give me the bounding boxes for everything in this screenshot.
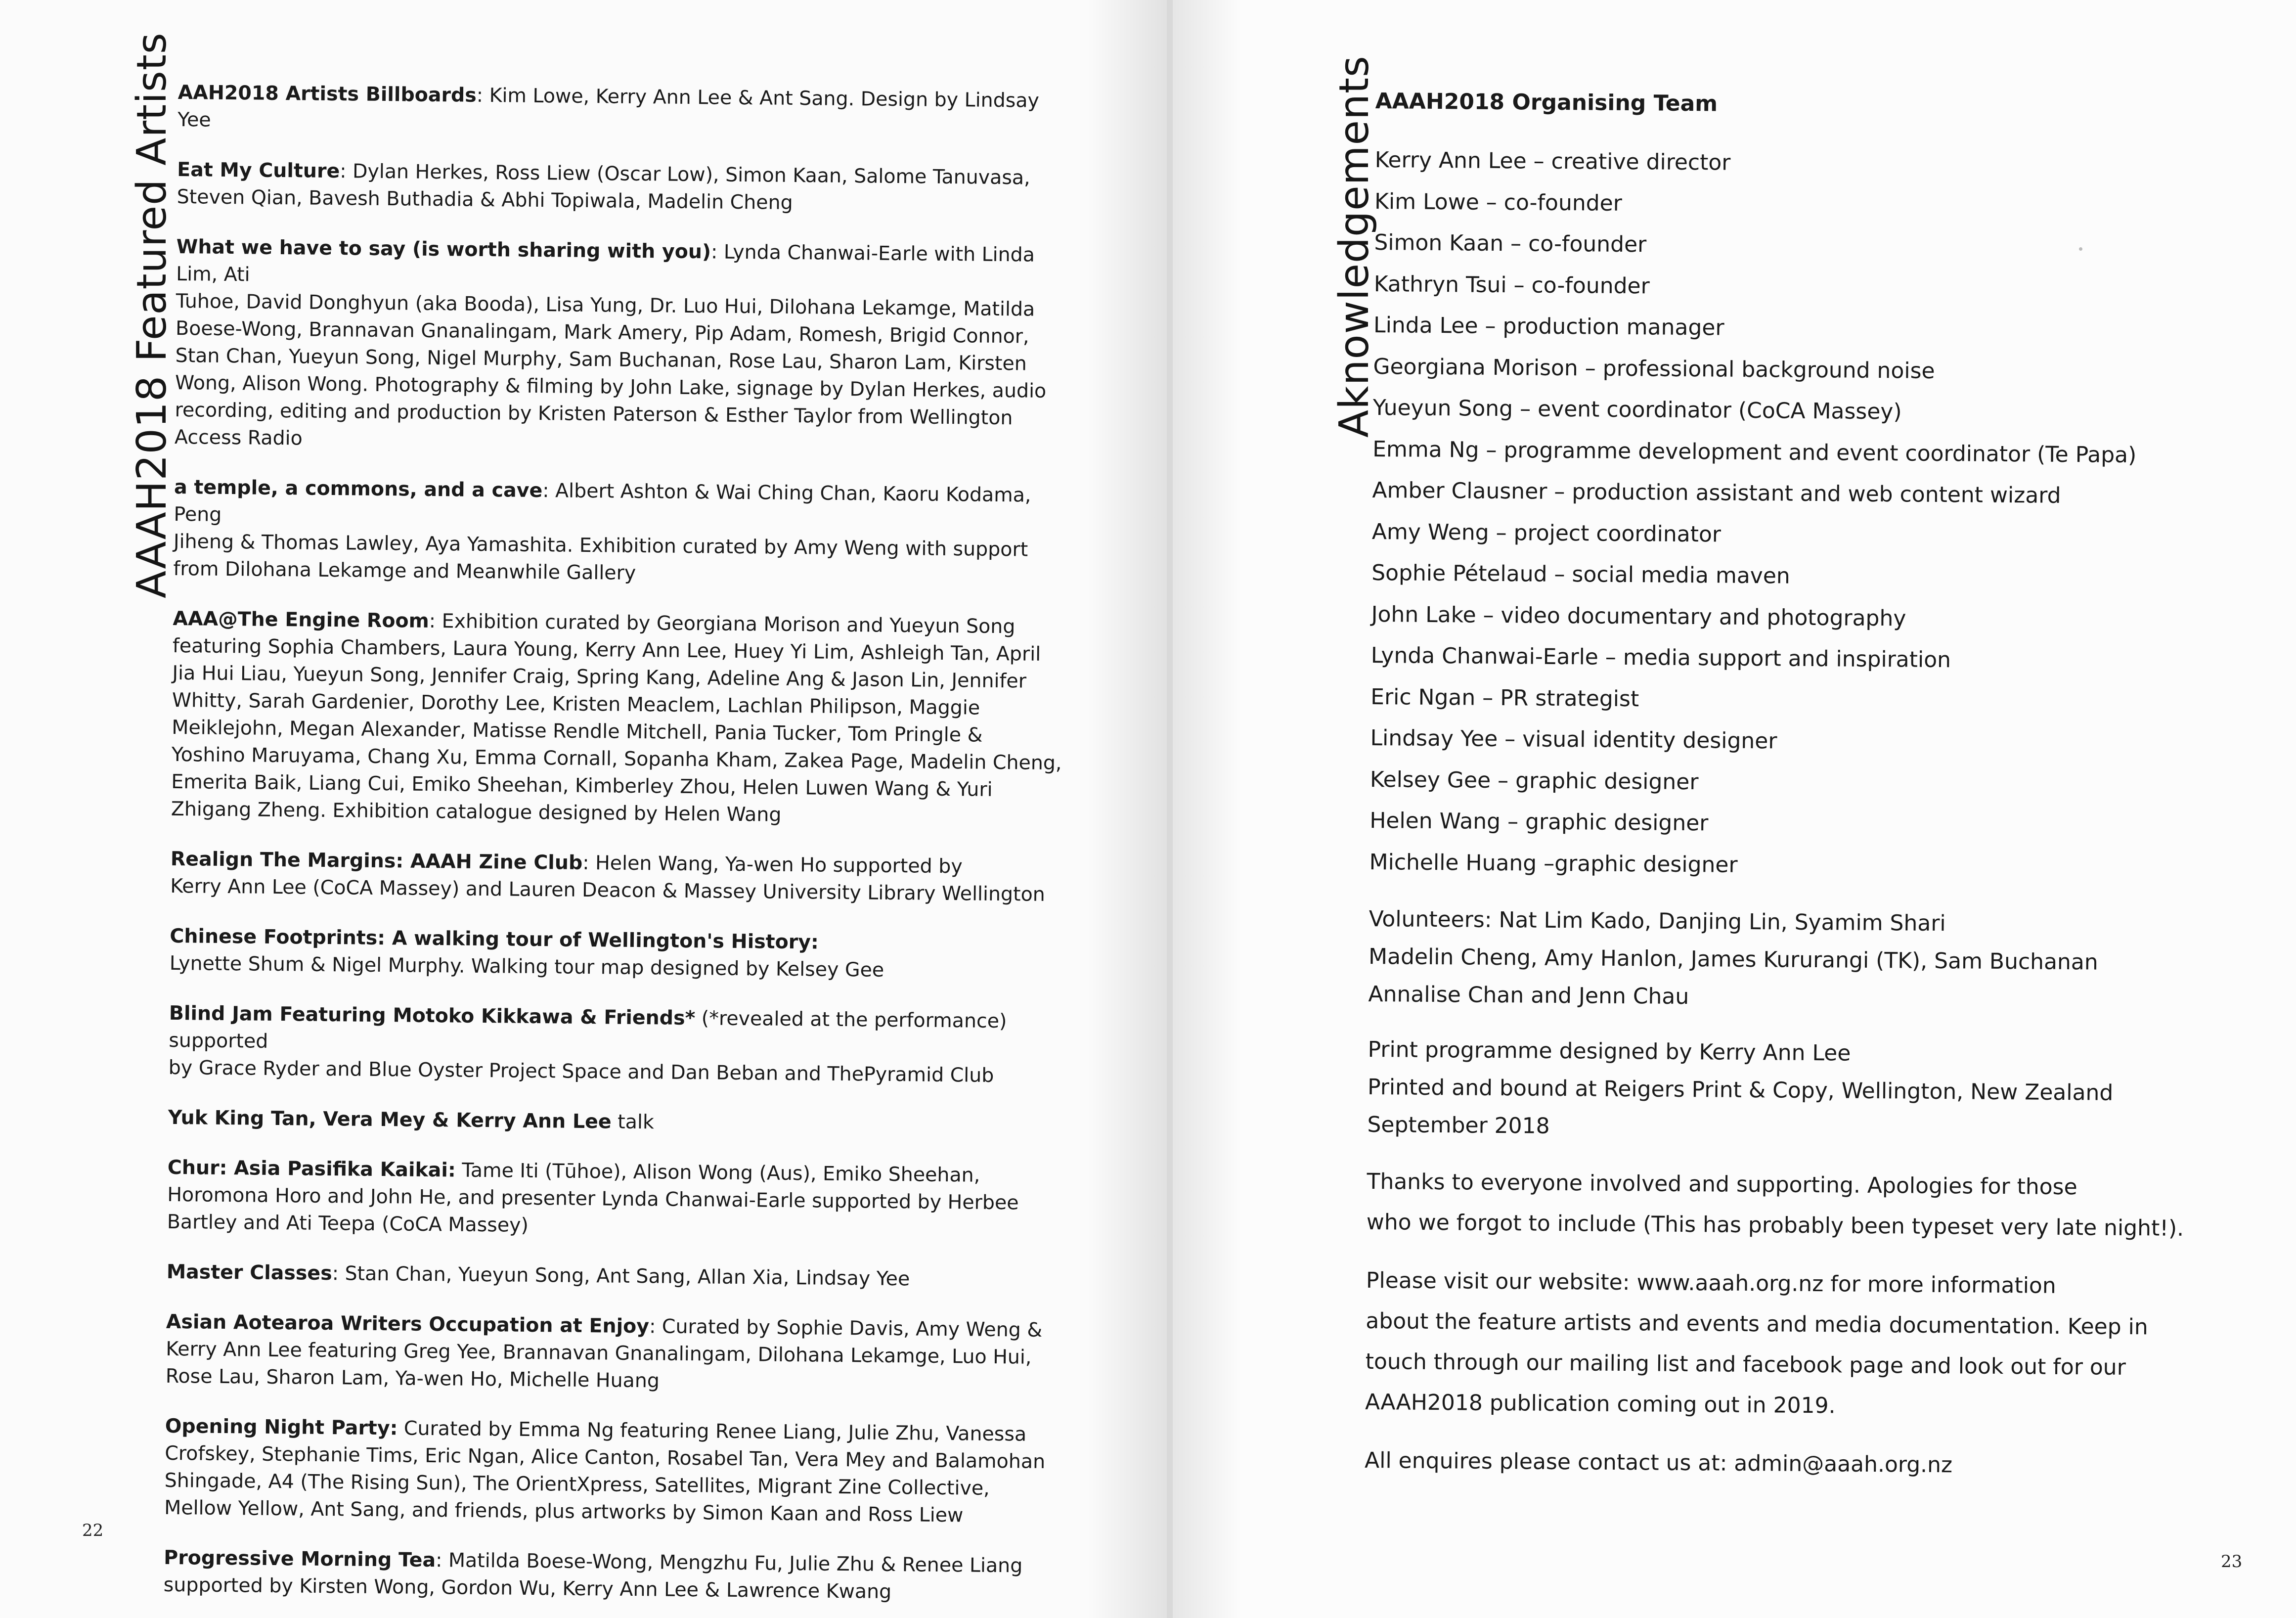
entry-title: Blind Jam Featuring Motoko Kikkawa & Friends* (169, 1001, 696, 1030)
entry-line: Access Radio (174, 425, 303, 450)
volunteers-line: Volunteers: Nat Lim Kado, Danjing Lin, Syamim Shari (1369, 906, 1946, 937)
paper-speck (2079, 247, 2082, 251)
team-member: Kerry Ann Lee – creative director (1374, 147, 1731, 176)
page-number-right: 23 (2221, 1552, 2243, 1572)
website-line: Please visit our website: www.aaah.org.nz for more information (1366, 1267, 2056, 1299)
entry-line: Boese-Wong, Brannavan Gnanalingam, Mark Amery, Pip Adam, Romesh, Brigid Connor, (175, 316, 1029, 348)
artist-entry (171, 605, 1073, 831)
team-member: Yueyun Song – event coordinator (CoCA Massey) (1372, 395, 1902, 425)
entry-line: Zhigang Zheng. Exhibition catalogue designed by Helen Wang (171, 797, 782, 826)
entry-line: Jia Hui Liau, Yueyun Song, Jennifer Craig, Spring Kang, Adeline Ang & Jason Lin, Jennifer (172, 661, 1027, 693)
entry-line: Yoshino Maruyama, Chang Xu, Emma Cornall, Sopanha Kham, Zakea Page, Madelin Cheng, (171, 743, 1062, 775)
team-member: Lindsay Yee – visual identity designer (1370, 725, 1777, 754)
entry-line: featuring Sophia Chambers, Laura Young, Kerry Ann Lee, Huey Yi Lim, Ashleigh Tan, April (172, 634, 1041, 666)
entry-line: Kerry Ann Lee (CoCA Massey) and Lauren Deacon & Massey University Library Wellington (170, 874, 1046, 906)
entry-line: Jiheng & Thomas Lawley, Aya Yamashita. Exhibition curated by Amy Weng with support (173, 530, 1028, 561)
entry-line: Rose Lau, Sharon Lam, Ya-wen Ho, Michelle Huang (165, 1364, 660, 1393)
print-credits-block (1367, 1031, 2208, 1150)
team-list (1369, 139, 2215, 889)
team-member: Lynda Chanwai-Earle – media support and inspiration (1370, 642, 1951, 673)
artist-entry (167, 1258, 1066, 1294)
entry-title: AAH2018 Artists Billboards (177, 81, 477, 107)
team-member: Helen Wang – graphic designer (1369, 808, 1709, 836)
gutter-shadow (1173, 0, 1242, 1618)
entry-line: Lynette Shum & Nigel Murphy. Walking tour map designed by Kelsey Gee (169, 951, 884, 982)
thanks-paragraph (1367, 1162, 2208, 1249)
entry-line: a temple, a commons, and a cave: Albert Ashton & Wai Ching Chan, Kaoru Kodama, Peng (174, 475, 1031, 526)
contact-paragraph (1365, 1440, 2206, 1487)
artist-entry (169, 1000, 1069, 1090)
entry-title: Eat My Culture (177, 158, 340, 183)
entry-line: Opening Night Party: Curated by Emma Ng featuring Renee Liang, Julie Zhu, Vanessa (165, 1414, 1027, 1446)
entry-title: Yuk King Tan, Vera Mey & Kerry Ann Lee (168, 1106, 612, 1133)
gutter-shadow (1088, 0, 1167, 1618)
team-member: Emma Ng – programme development and event coordinator (Te Papa) (1372, 436, 2137, 468)
entry-title: Chinese Footprints: A walking tour of Wellington's History: (170, 924, 819, 954)
entry-line: Horomona Horo and John He, and presenter Lynda Chanwai-Earle supported by Herbee (167, 1183, 1019, 1214)
entry-title: Opening Night Party: (165, 1414, 398, 1440)
thanks-line: Thanks to everyone involved and supporting. Apologies for those (1367, 1169, 2077, 1200)
website-line: touch through our mailing list and facebook page and look out for our (1365, 1348, 2126, 1380)
entry-line: Whitty, Sarah Gardenier, Dorothy Lee, Kristen Meaclem, Lachlan Philipson, Maggie (172, 688, 980, 719)
featured-artists-title: AAAH2018 Featured Artists (129, 32, 176, 598)
entry-line: Eat My Culture: Dylan Herkes, Ross Liew (Oscar Low), Simon Kaan, Salome Tanuvasa, (177, 158, 1030, 189)
entry-line: Chur: Asia Pasifika Kaikai: Tame Iti (Tūhoe), Alison Wong (Aus), Emiko Sheehan, (167, 1156, 980, 1187)
volunteers-block (1368, 900, 2209, 1020)
team-member: Amy Weng – project coordinator (1371, 519, 1722, 547)
artist-entry (166, 1308, 1066, 1398)
entry-line: Wong, Alison Wong. Photography & filming by John Lake, signage by Dylan Herkes, audio (175, 371, 1047, 403)
team-member: Eric Ngan – PR strategist (1370, 684, 1639, 712)
entry-line: Steven Qian, Bavesh Buthadia & Abhi Topiwala, Madelin Cheng (177, 185, 793, 214)
team-member: Kathryn Tsui – co-founder (1373, 271, 1650, 299)
website-paragraph (1365, 1260, 2207, 1429)
artist-entry (173, 474, 1074, 591)
team-member: Sophie Pételaud – social media maven (1371, 560, 1790, 589)
artist-entry (164, 1413, 1065, 1530)
entry-title: Chur: Asia Pasifika Kaikai: (167, 1156, 456, 1182)
entry-line: Realign The Margins: AAAH Zine Club: Helen Wang, Ya-wen Ho supported by (170, 847, 963, 878)
entry-line: Mellow Yellow, Ant Sang, and friends, plus artworks by Simon Kaan and Ross Liew (164, 1496, 964, 1527)
website-line: AAAH2018 publication coming out in 2019. (1365, 1389, 1836, 1419)
featured-artists-list (163, 79, 1078, 1618)
entry-line: by Grace Ryder and Blue Oyster Project Space and Dan Beban and ThePyramid Club (168, 1056, 994, 1087)
acknowledgements-title: Aknowledgements (1331, 55, 1378, 438)
entry-line: Kerry Ann Lee featuring Greg Yee, Brannavan Gnanalingam, Dilohana Lekamge, Luo Hui, (166, 1337, 1032, 1369)
entry-line: AAH2018 Artists Billboards: Kim Lowe, Kerry Ann Lee & Ant Sang. Design by Lindsay Yee (177, 81, 1040, 132)
entry-line: Stan Chan, Yueyun Song, Nigel Murphy, Sam Buchanan, Rose Lau, Sharon Lam, Kirsten (175, 344, 1027, 375)
team-member: Linda Lee – production manager (1373, 312, 1724, 341)
artist-entry (177, 156, 1077, 219)
entry-title: a temple, a commons, and a cave (174, 475, 543, 502)
entry-line: recording, editing and production by Kristen Paterson & Esther Taylor from Wellington (175, 398, 1013, 430)
entry-line: Asian Aotearoa Writers Occupation at Enjoy: Curated by Sophie Davis, Amy Weng & (166, 1310, 1043, 1342)
page-number-left: 22 (82, 1521, 104, 1540)
volunteers-line: Madelin Cheng, Amy Hanlon, James Kururangi (TK), Sam Buchanan (1368, 944, 2098, 975)
entry-line: Bartley and Ati Teepa (CoCA Massey) (167, 1210, 529, 1237)
entry-title: Master Classes (166, 1260, 332, 1285)
entry-title: What we have to say (is worth sharing with you) (176, 235, 711, 264)
entry-line: Shingade, A4 (The Rising Sun), The OrientXpress, Satellites, Migrant Zine Collective, (164, 1469, 990, 1500)
thanks-line: who we forgot to include (This has probably been typeset very late night!). (1366, 1209, 2184, 1241)
website-line: about the feature artists and events and media documentation. Keep in (1366, 1308, 2148, 1340)
print-line: Print programme designed by Kerry Ann Lee (1368, 1036, 1851, 1066)
entry-line: Yuk King Tan, Vera Mey & Kerry Ann Lee talk (168, 1106, 655, 1134)
entry-line: Blind Jam Featuring Motoko Kikkawa & Friends* (*revealed at the performance) supported (169, 1001, 1007, 1053)
artist-entry (170, 846, 1070, 908)
entry-line: Emerita Baik, Liang Cui, Emiko Sheehan, Kimberley Zhou, Helen Luwen Wang & Yuri (171, 770, 993, 801)
artist-entry (175, 233, 1076, 459)
team-member: Amber Clausner – production assistant and web content wizard (1372, 477, 2061, 508)
volunteers-line: Annalise Chan and Jenn Chau (1368, 981, 1689, 1010)
entry-line: Progressive Morning Tea: Matilda Boese-Wong, Mengzhu Fu, Julie Zhu & Renee Liang (164, 1546, 1023, 1577)
entry-line: Master Classes: Stan Chan, Yueyun Song, Ant Sang, Allan Xia, Lindsay Yee (166, 1260, 910, 1291)
entry-line: supported by Kirsten Wong, Gordon Wu, Kerry Ann Lee & Lawrence Kwang (163, 1573, 892, 1603)
artist-entry (167, 1154, 1068, 1244)
entry-line: AAA@The Engine Room: Exhibition curated by Georgiana Morison and Yueyun Song (173, 607, 1016, 638)
artist-entry (168, 1104, 1068, 1140)
entry-title: Asian Aotearoa Writers Occupation at Enjoy (166, 1310, 650, 1338)
acknowledgements-body (1365, 84, 2216, 1487)
team-member: John Lake – video documentary and photography (1371, 601, 1906, 631)
entry-line: from Dilohana Lekamge and Meanwhile Gallery (173, 557, 636, 584)
entry-title: Progressive Morning Tea (164, 1546, 436, 1572)
entry-line: What we have to say (is worth sharing with you): Lynda Chanwai-Earle with Linda Lim, Ati (176, 235, 1035, 286)
print-line: Printed and bound at Reigers Print & Copy, Wellington, New Zealand (1367, 1074, 2114, 1106)
artist-entry (177, 79, 1078, 142)
team-member: Simon Kaan – co-founder (1374, 229, 1647, 258)
team-member: Kelsey Gee – graphic designer (1369, 766, 1699, 795)
print-line: September 2018 (1367, 1112, 1550, 1139)
contact-line: All enquires please contact us at: admin@aaah.org.nz (1364, 1447, 1953, 1478)
entry-line: Tuhoe, David Donghyun (aka Booda), Lisa Yung, Dr. Luo Hui, Dilohana Lekamge, Matilda (176, 289, 1035, 321)
artist-entry (170, 923, 1070, 986)
entry-title: AAA@The Engine Room (173, 607, 429, 632)
entry-title: Realign The Margins: AAAH Zine Club (170, 847, 583, 874)
team-member: Kim Lowe – co-founder (1374, 188, 1623, 216)
entry-line: Crofskey, Stephanie Tims, Eric Ngan, Alice Canton, Rosabel Tan, Vera Mey and Balamohan (165, 1441, 1046, 1473)
artist-entry (164, 1544, 1064, 1607)
entry-line: Meiklejohn, Megan Alexander, Matisse Rendle Mitchell, Pania Tucker, Tom Pringle & (172, 716, 983, 747)
team-member: Michelle Huang –graphic designer (1369, 849, 1738, 878)
team-heading: AAAH2018 Organising Team (1375, 88, 1718, 117)
team-member: Georgiana Morison – professional background noise (1373, 354, 1935, 384)
